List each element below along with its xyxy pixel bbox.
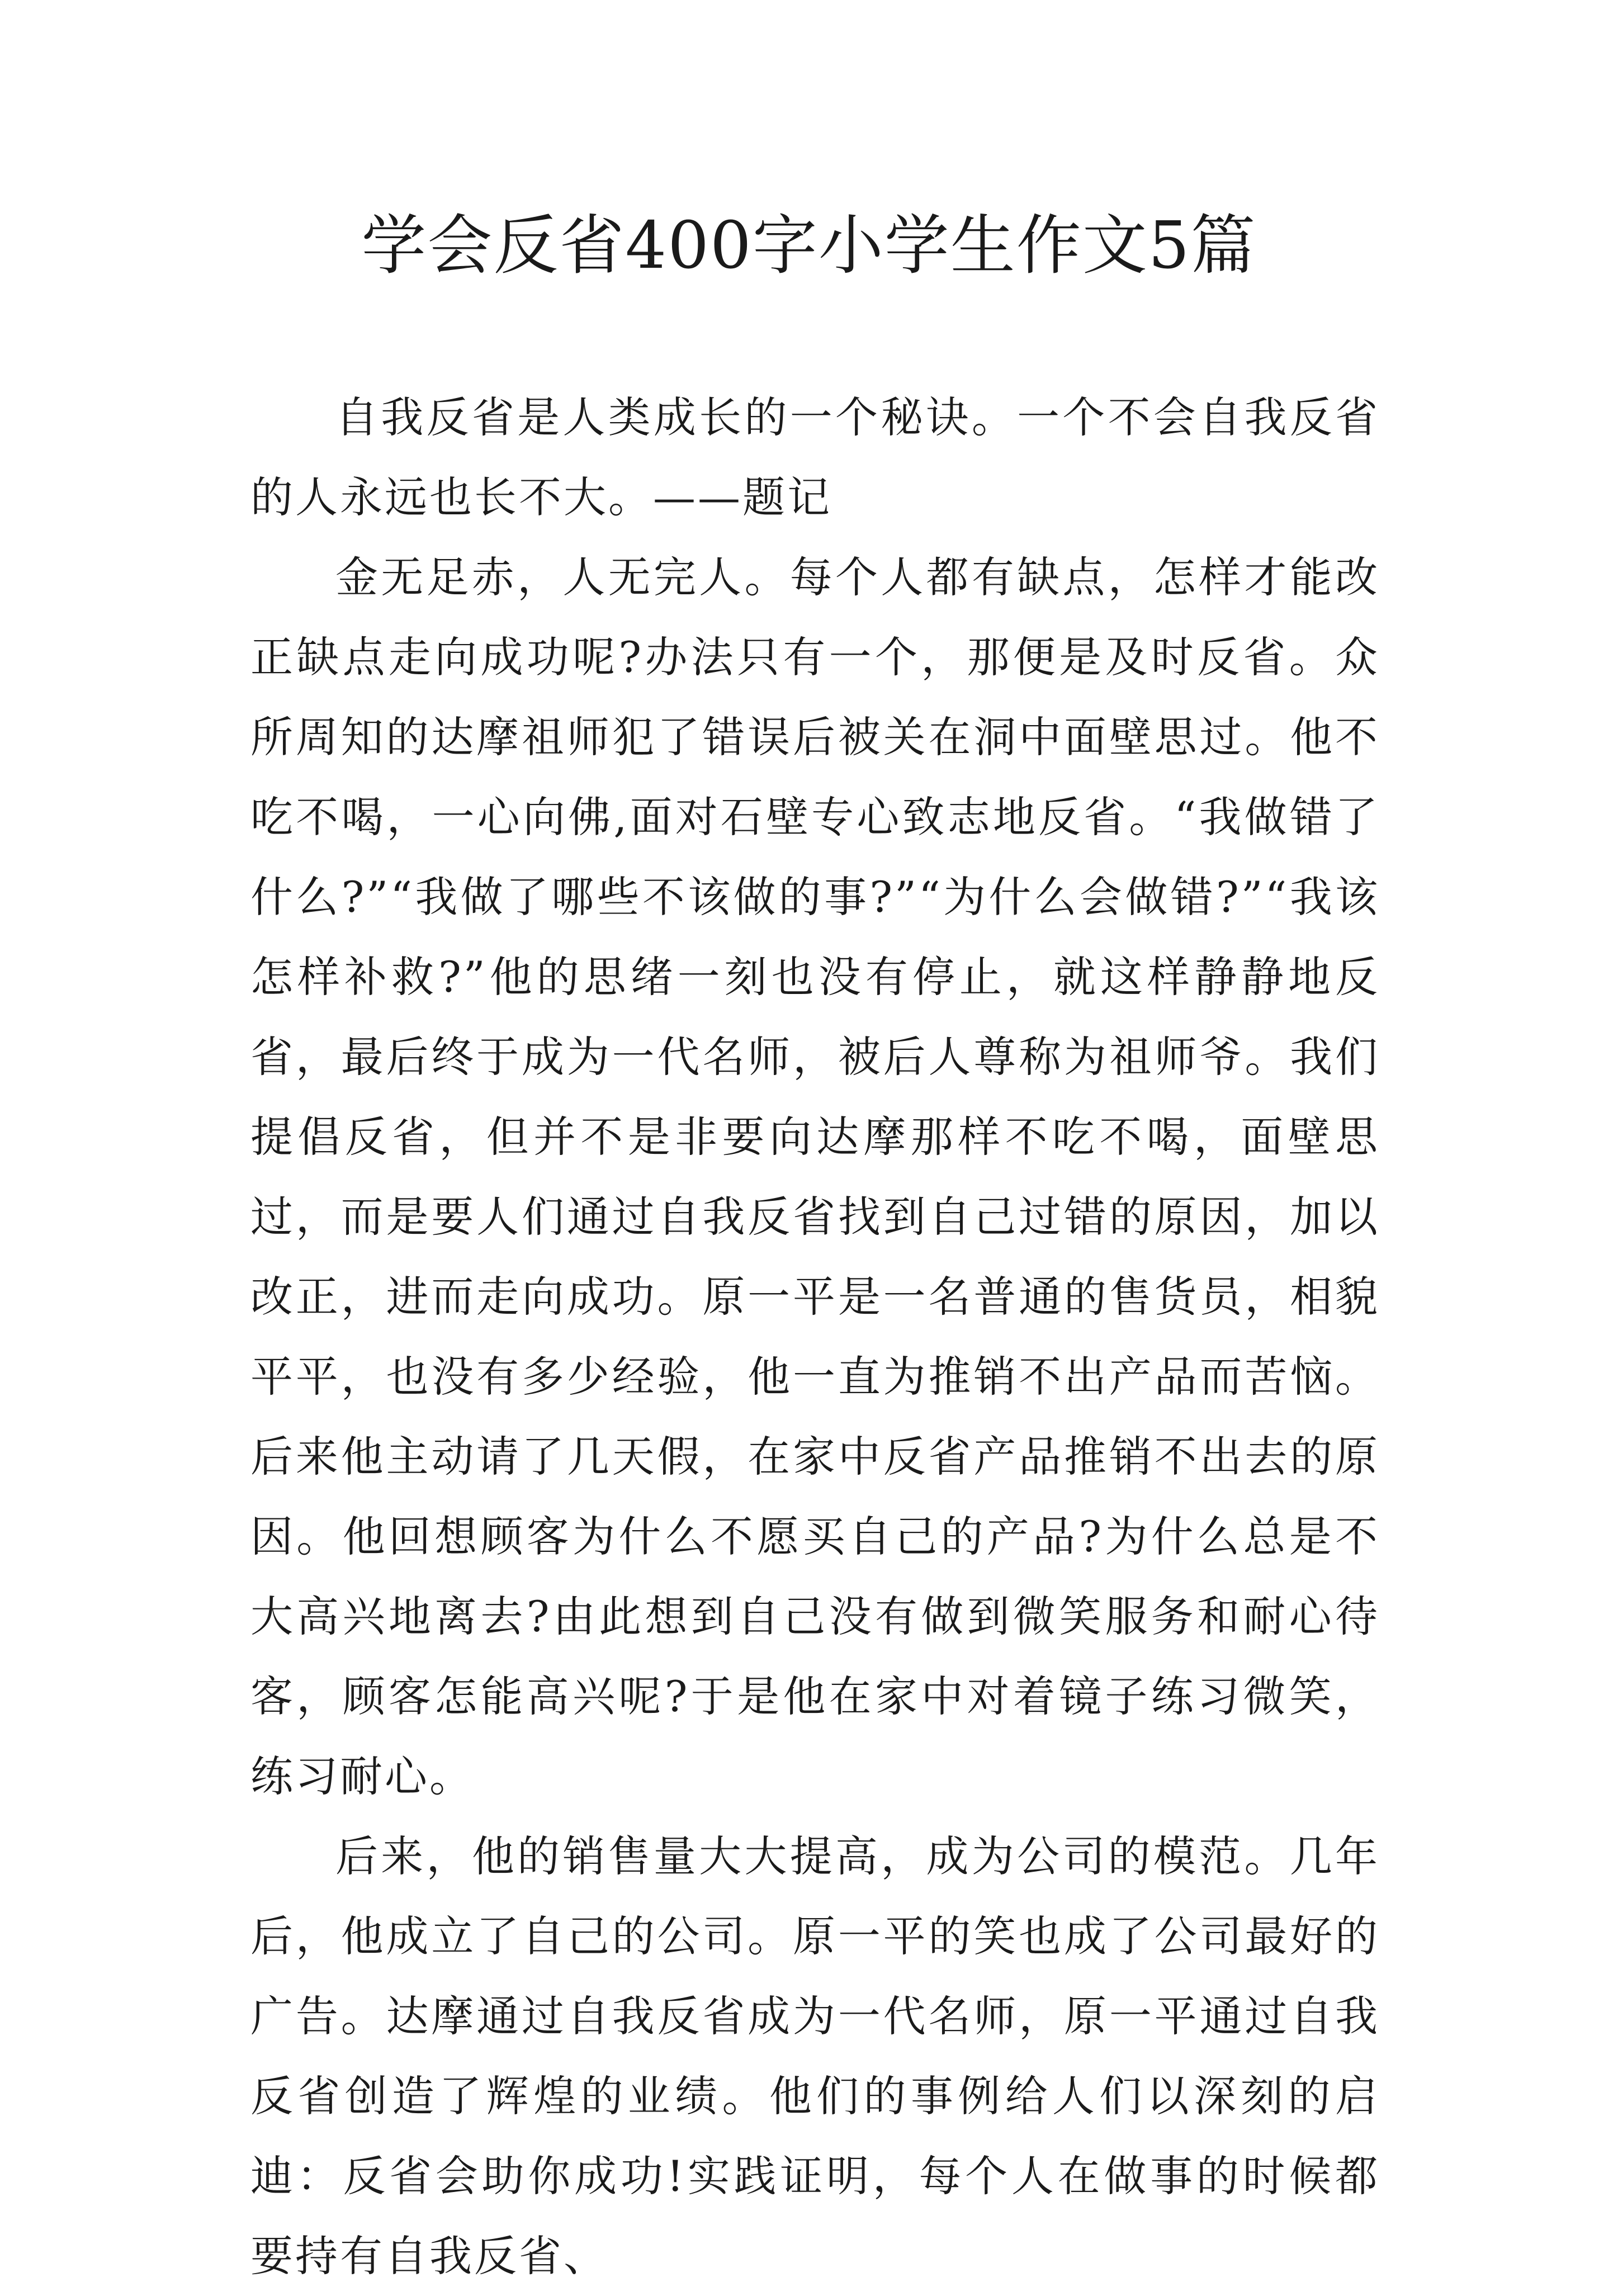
paragraph-continuation: 后来，他的销售量大大提高，成为公司的模范。几年后，他成立了自己的公司。原一平的笑也成了公司最好的广告。达摩通过自我反省成为一代名师，原一平通过自我反省创造了辉煌的业绩。他们的事例给人们以深刻的启迪：反省会助你成功!实践证明，每个人在做事的时候都要持有自我反省、 [250, 1831, 1380, 2281]
document-body [250, 377, 1380, 2296]
document-title: 学会反省400字小学生作文5篇 [361, 208, 1257, 283]
paragraph-main: 金无足赤，人无完人。每个人都有缺点，怎样才能改正缺点走向成功呢?办法只有一个，那便是及时反省。众所周知的达摩祖师犯了错误后被关在洞中面壁思过。他不吃不喝，一心向佛,面对石壁专心致志地反省。“我做错了什么?”“我做了哪些不该做的事?”“为什么会做错?”“我该怎样补救?”他的思绪一刻也没有停止，就这样静静地反省，最后终于成为一代名师，被后人尊称为祖师爷。我们提倡反省，但并不是非要向达摩那样不吃不喝，面壁思过，而是要人们通过自我反省找到自己过错的原因，加以改正，进而走向成功。原一平是一名普通的售货员，相貌平平，也没有多少经验，他一直为推销不出产品而苦恼。后来他主动请了几天假，在家中反省产品推销不出去的原因。他回想顾客为什么不愿买自己的产品?为什么总是不大高兴地离去?由此想到自己没有做到微笑服务和耐心待客，顾客怎能高兴呢?于是他在家中对着镜子练习微笑，练习耐心。 [250, 552, 1380, 1801]
paragraph-epigraph: 自我反省是人类成长的一个秘诀。一个不会自我反省的人永远也长不大。——题记 [250, 392, 1380, 522]
